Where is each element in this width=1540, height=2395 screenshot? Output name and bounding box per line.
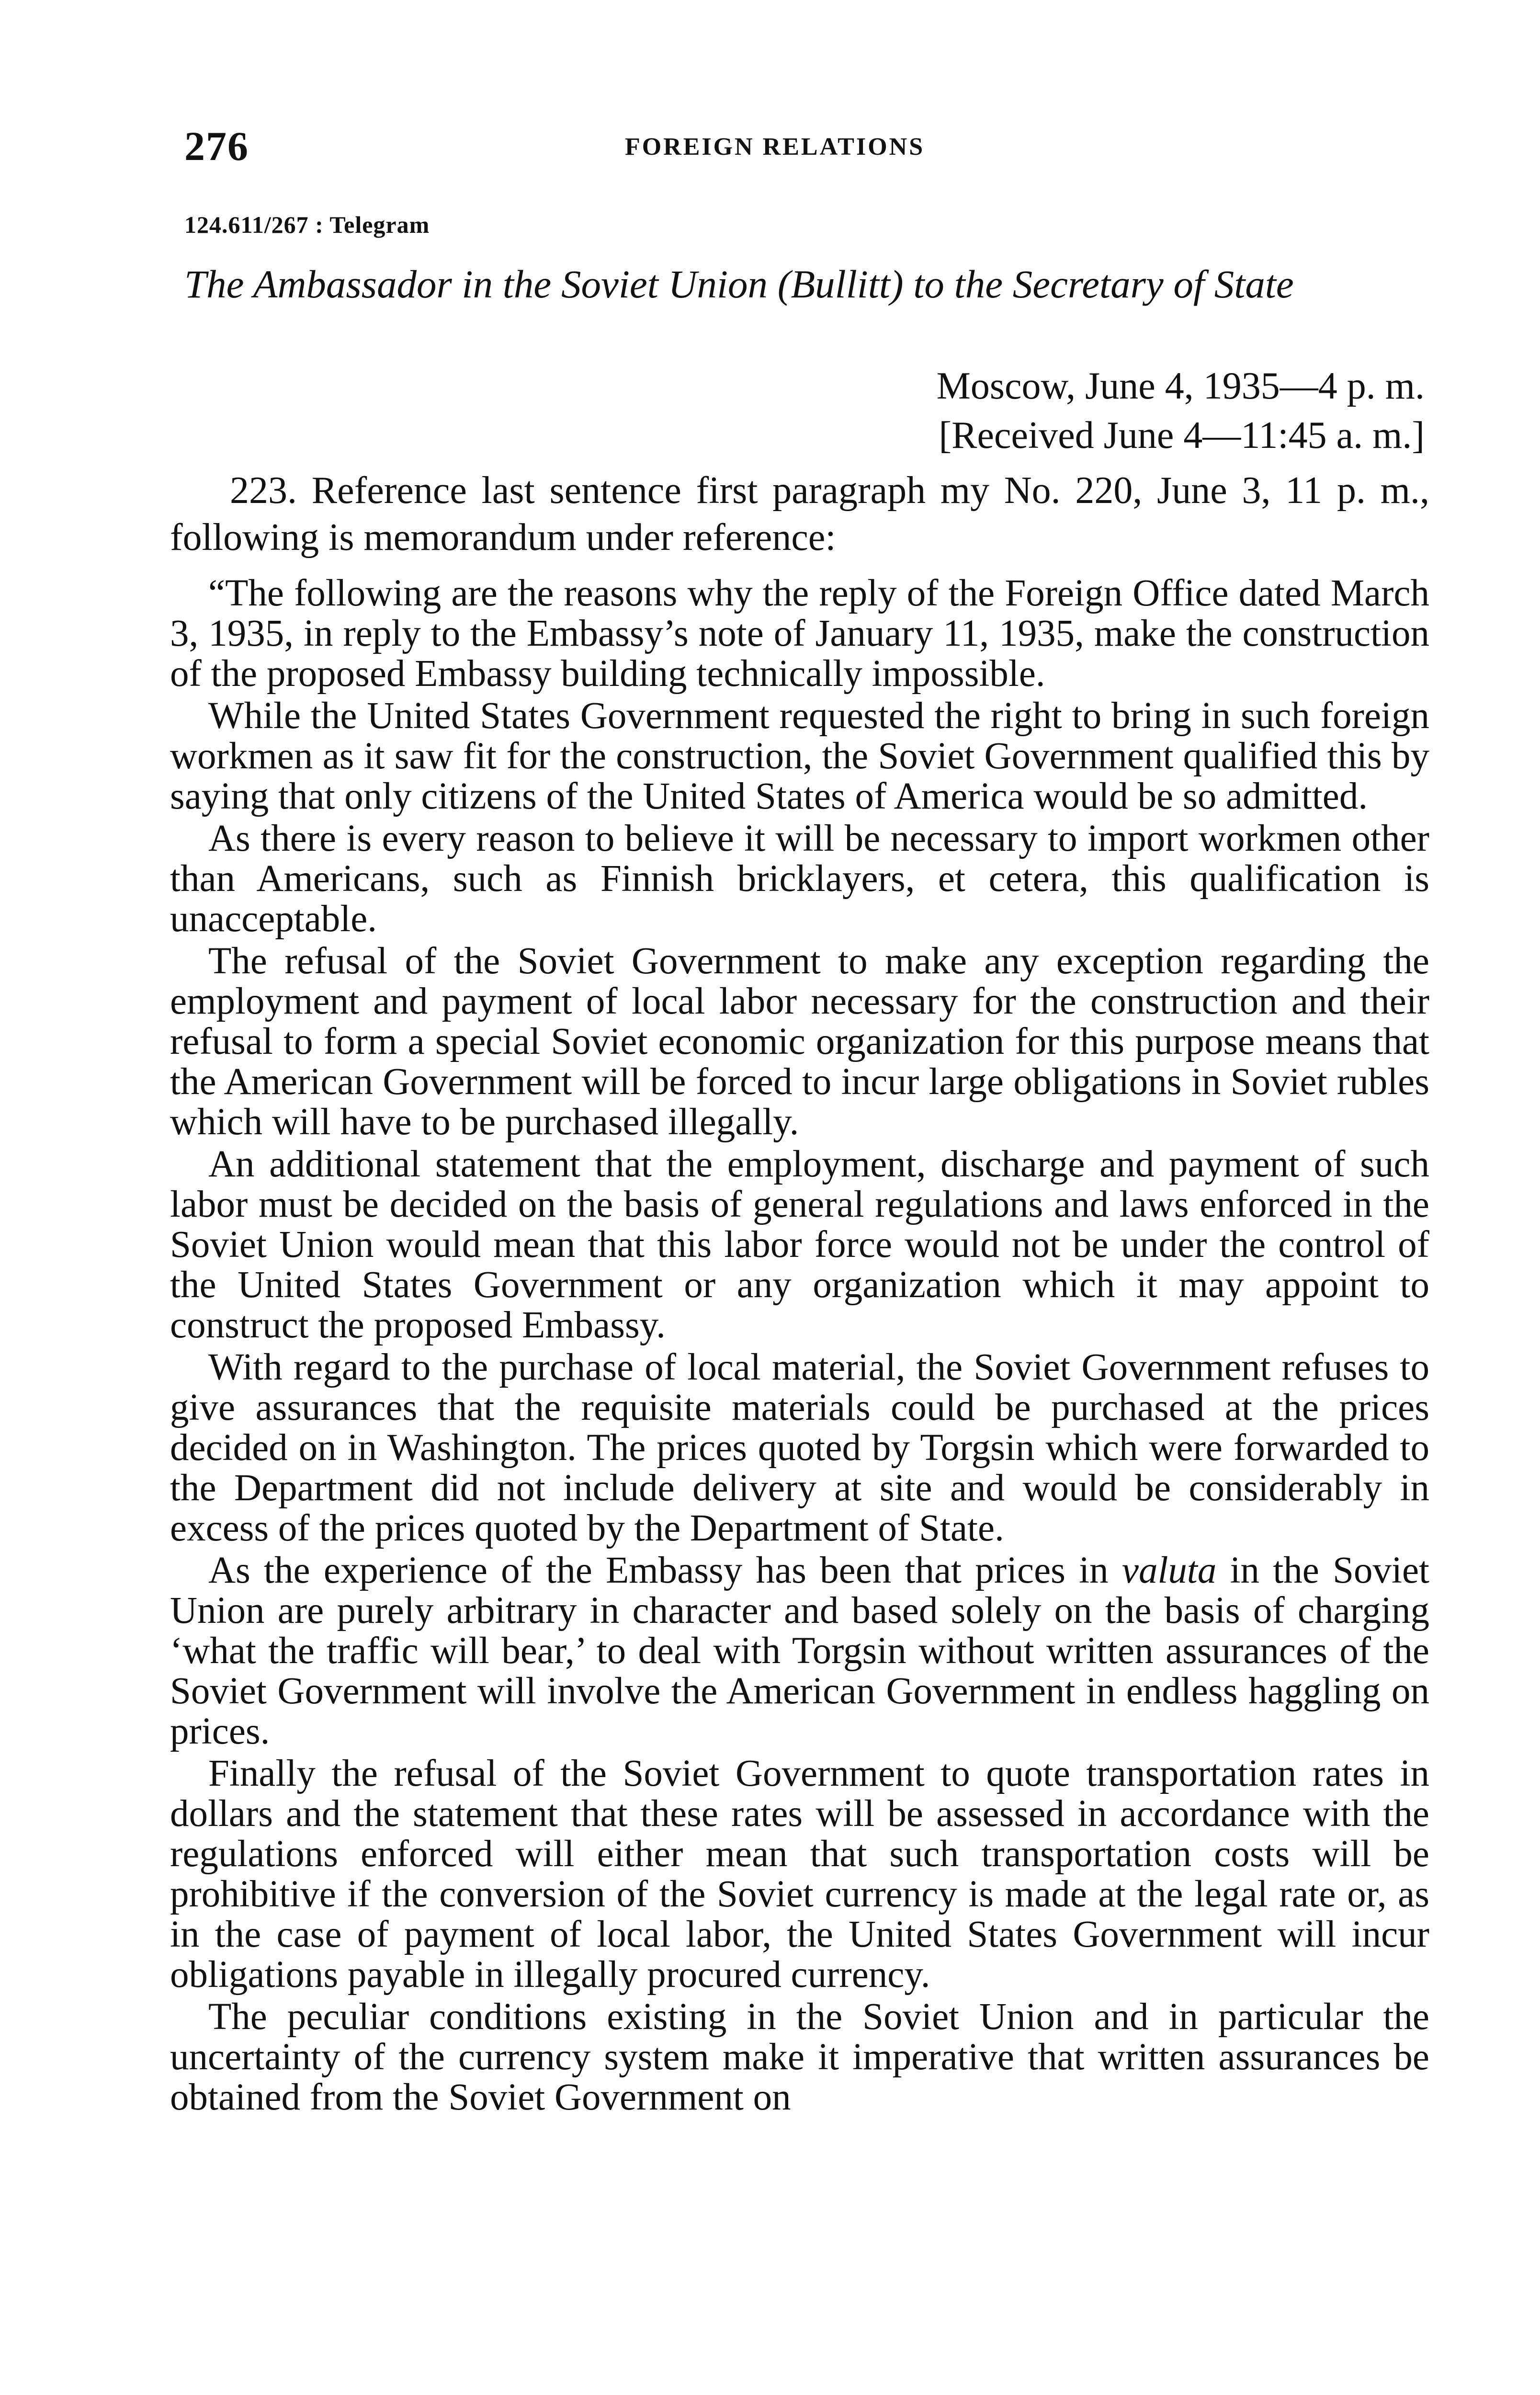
memo-paragraph: The peculiar conditions existing in the Soviet Union and in particular the uncertainty of the currency system make it imperative that written assurances be obtained from the Soviet Government on — [170, 1996, 1429, 2118]
memo-paragraph: While the United States Government requested the right to bring in such foreign workmen as it saw fit for the construction, the Soviet Government qualified this by saying that only citizens of the United States of America would be so admitted. — [170, 695, 1429, 817]
memo-text: in the Soviet Union are purely arbitrary in character and based solely on the basis of charging ‘what the traffic will bear,’ to deal with Torgsin without written assurances of the Soviet Government will involve the American Government in endless haggling on prices. — [170, 1550, 1430, 1752]
memo-paragraph: An additional statement that the employment, discharge and payment of such labor must be decided on the basis of general regulations and laws enforced in the Soviet Union would mean that this labor force would not be under the control of the United States Government or any organization which it may appoint to construct the proposed Embassy. — [170, 1143, 1429, 1346]
memo-paragraph: With regard to the purchase of local material, the Soviet Government refuses to give assurances that the requisite materials could be purchased at the prices decided on in Washington. The prices quoted by Torgsin which were forwarded to the Department did not include delivery at site and would be considerably in excess of the prices quoted by the Department of State. — [170, 1346, 1429, 1549]
document-body — [170, 467, 1429, 2118]
memo-paragraph: The refusal of the Soviet Government to make any exception regarding the employment and payment of local labor necessary for the construction and their refusal to form a special Soviet economic organization for this purpose means that the American Government will be forced to incur large obligations in Soviet rubles which will have to be purchased illegally. — [170, 940, 1429, 1143]
memo-italic-term: valuta — [1121, 1550, 1217, 1591]
section-title: FOREIGN RELATIONS — [625, 133, 925, 160]
memo-paragraph — [170, 1551, 1429, 1752]
dateline-sent: Moscow, June 4, 1935—4 p. m. — [936, 365, 1425, 407]
document-heading: The Ambassador in the Soviet Union (Bullitt) to the Secretary of State — [184, 262, 1294, 306]
running-head — [170, 122, 1425, 175]
dateline-received: [Received June 4—11:45 a. m.] — [939, 414, 1425, 456]
telegram-intro: 223. Reference last sentence first paragraph my No. 220, June 3, 11 p. m., following is memorandum under reference: — [170, 469, 1429, 559]
memo-paragraph: “The following are the reasons why the reply of the Foreign Office dated March 3, 1935, in reply to the Embassy’s note of January 11, 1935, make the construction of the proposed Embassy building technically impossible. — [170, 572, 1429, 695]
dateline — [937, 362, 1425, 460]
memo-paragraph: Finally the refusal of the Soviet Government to quote transportation rates in dollars and the statement that these rates will be assessed in accordance with the regulations enforced will either mean that such transportation costs will be prohibitive if the conversion of the Soviet currency is made at the legal rate or, as in the case of payment of local labor, the United States Government will incur obligations payable in illegally procured currency. — [170, 1753, 1429, 1996]
document-file-id: 124.611/267 : Telegram — [184, 211, 430, 238]
memo-text: As the experience of the Embassy has been that prices in — [208, 1550, 1122, 1591]
page-number: 276 — [184, 123, 249, 169]
memorandum — [170, 573, 1429, 2118]
memo-paragraph: As there is every reason to believe it will be necessary to import workmen other than Americans, such as Finnish bricklayers, et cetera, this qualification is unacceptable. — [170, 818, 1429, 940]
